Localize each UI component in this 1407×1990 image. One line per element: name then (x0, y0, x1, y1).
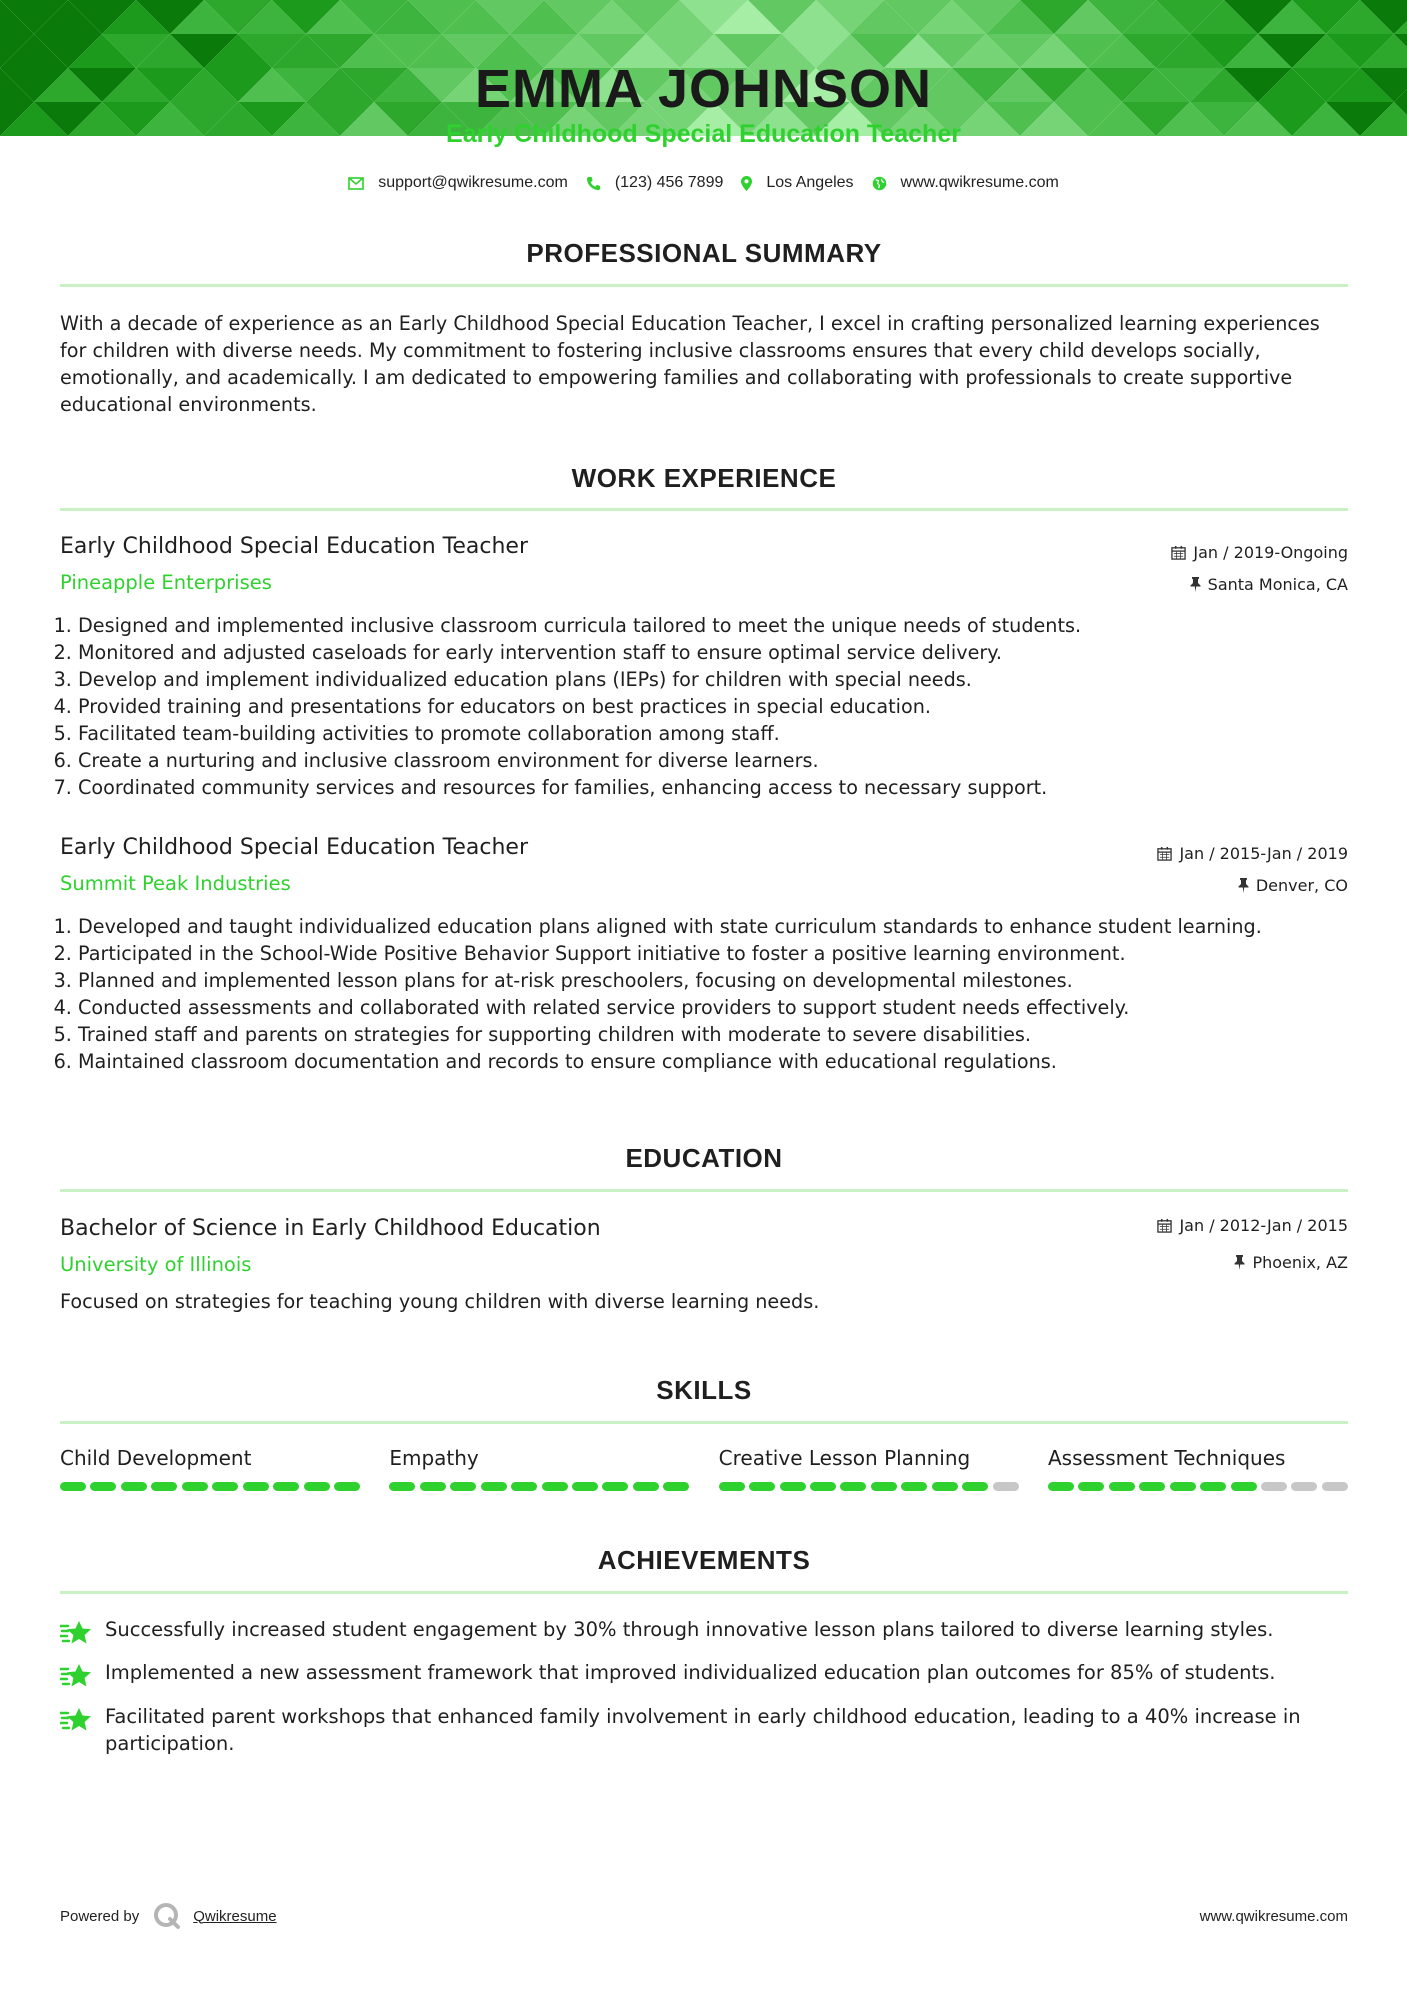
achievement-text: Implemented a new assessment framework that improved individualized education plan outcomes for 85% of students. (105, 1661, 1276, 1684)
contact-bar (0, 174, 1407, 192)
skill-level-segment (121, 1482, 147, 1491)
calendar-icon (1171, 545, 1186, 560)
skill-level-segment (780, 1482, 806, 1491)
pushpin-icon (1238, 878, 1249, 893)
section-divider (60, 508, 1348, 511)
phone-text: (123) 456 7899 (614, 174, 724, 191)
skill-level-segment (212, 1482, 238, 1491)
list-item: 2. Participated in the School-Wide Positive Behavior Support initiative to foster a positive learning environment. (78, 940, 1368, 967)
job-location (1238, 876, 1348, 895)
education-location (1234, 1253, 1348, 1272)
brand-link[interactable]: Qwikresume (193, 1907, 277, 1925)
achievement-item (60, 1616, 1350, 1653)
skill-level-segment (511, 1482, 537, 1491)
dates-text: Jan / 2015-Jan / 2019 (1179, 844, 1348, 863)
footer-website[interactable]: www.qwikresume.com (1199, 1907, 1348, 1925)
skill-level-segment (1200, 1482, 1226, 1491)
skill-level-segment (481, 1482, 507, 1491)
skill-level-segment (151, 1482, 177, 1491)
skills-list (60, 1446, 1348, 1491)
list-item: 1. Designed and implemented inclusive classroom curricula tailored to meet the unique needs of students. (78, 612, 1368, 639)
education-dates (1157, 1216, 1348, 1235)
skill-level-segment (602, 1482, 628, 1491)
contact-location (741, 174, 853, 192)
list-item: 5. Facilitated team-building activities to promote collaboration among staff. (78, 720, 1368, 747)
skill-level-segment (243, 1482, 269, 1491)
skill-level-segment (1109, 1482, 1135, 1491)
skill-item (719, 1446, 1019, 1491)
skill-level-segment (572, 1482, 598, 1491)
skill-level-segment (1291, 1482, 1317, 1491)
job-bullets (52, 913, 1368, 1075)
contact-website[interactable] (872, 174, 1059, 192)
achievement-text: Successfully increased student engagement by 30% through innovative lesson plans tailored to diverse learning styles. (105, 1618, 1274, 1641)
skill-level-segment (810, 1482, 836, 1491)
section-title-summary: PROFESSIONAL SUMMARY (526, 238, 882, 268)
pushpin-icon (1190, 577, 1201, 592)
location-text: Denver, CO (1255, 876, 1348, 895)
skill-level-segment (450, 1482, 476, 1491)
list-item: 6. Maintained classroom documentation and records to ensure compliance with educational regulations. (78, 1048, 1368, 1075)
location-text: Santa Monica, CA (1207, 575, 1348, 594)
skill-name: Creative Lesson Planning (718, 1446, 971, 1470)
school-name: University of Illinois (60, 1253, 252, 1276)
section-divider (60, 284, 1348, 287)
skill-name: Child Development (60, 1446, 252, 1470)
job-title: Early Childhood Special Education Teacher (60, 534, 528, 559)
list-item: 3. Develop and implement individualized education plans (IEPs) for children with special needs. (78, 666, 1368, 693)
skill-level-segment (1261, 1482, 1287, 1491)
skill-level-bar (60, 1482, 360, 1491)
skill-level-segment (1231, 1482, 1257, 1491)
contact-phone[interactable] (586, 174, 724, 192)
section-title-experience: WORK EXPERIENCE (571, 463, 837, 493)
skill-level-segment (932, 1482, 958, 1491)
skill-level-segment (334, 1482, 360, 1491)
skill-name: Empathy (389, 1446, 479, 1470)
skill-level-segment (871, 1482, 897, 1491)
section-title-achievements: ACHIEVEMENTS (597, 1545, 811, 1575)
star-icon (60, 1620, 92, 1646)
education-description: Focused on strategies for teaching young children with diverse learning needs. (60, 1290, 820, 1313)
location-text: Phoenix, AZ (1252, 1253, 1348, 1272)
skill-level-segment (840, 1482, 866, 1491)
skill-level-segment (749, 1482, 775, 1491)
section-divider (60, 1591, 1348, 1594)
skill-level-segment (1170, 1482, 1196, 1491)
company-name: Pineapple Enterprises (60, 571, 272, 594)
location-text: Los Angeles (766, 174, 854, 191)
skill-item (389, 1446, 689, 1491)
website-text: www.qwikresume.com (900, 174, 1059, 191)
skill-level-segment (1048, 1482, 1074, 1491)
dates-text: Jan / 2012-Jan / 2015 (1179, 1216, 1348, 1235)
list-item: 2. Monitored and adjusted caseloads for early intervention staff to ensure optimal service delivery. (78, 639, 1368, 666)
star-icon (60, 1663, 92, 1689)
section-divider (60, 1189, 1348, 1192)
skill-level-segment (90, 1482, 116, 1491)
list-item: 6. Create a nurturing and inclusive classroom environment for diverse learners. (78, 747, 1368, 774)
job-dates (1171, 543, 1348, 562)
skill-level-segment (993, 1482, 1019, 1491)
skill-level-segment (542, 1482, 568, 1491)
skill-level-bar (719, 1482, 1019, 1491)
envelope-icon (348, 177, 364, 190)
calendar-icon (1157, 846, 1172, 861)
degree-title: Bachelor of Science in Early Childhood Education (60, 1216, 601, 1241)
skill-level-segment (273, 1482, 299, 1491)
pushpin-icon (1234, 1255, 1245, 1270)
job-location (1190, 575, 1348, 594)
list-item: 7. Coordinated community services and resources for families, enhancing access to necessary support. (78, 774, 1368, 801)
qwikresume-logo-icon (153, 1902, 181, 1930)
calendar-icon (1157, 1218, 1172, 1233)
skill-level-segment (719, 1482, 745, 1491)
list-item: 4. Provided training and presentations for educators on best practices in special education. (78, 693, 1368, 720)
skill-level-segment (60, 1482, 86, 1491)
section-title-education: EDUCATION (625, 1143, 783, 1173)
skill-level-segment (1322, 1482, 1348, 1491)
email-text: support@qwikresume.com (378, 174, 568, 191)
list-item: 4. Conducted assessments and collaborated with related service providers to support student needs effectively. (78, 994, 1368, 1021)
phone-icon (586, 176, 601, 191)
map-marker-icon (741, 176, 752, 191)
job-title: Early Childhood Special Education Teacher (60, 835, 528, 860)
skill-level-segment (962, 1482, 988, 1491)
skill-item (60, 1446, 360, 1491)
job-dates (1157, 844, 1348, 863)
section-divider (60, 1421, 1348, 1424)
skill-level-segment (901, 1482, 927, 1491)
company-name: Summit Peak Industries (60, 872, 291, 895)
list-item: 5. Trained staff and parents on strategies for supporting children with moderate to severe disabilities. (78, 1021, 1368, 1048)
skill-level-bar (1048, 1482, 1348, 1491)
achievement-text: Facilitated parent workshops that enhanced family involvement in early childhood education, leading to a 40% increase in participation. (105, 1705, 1301, 1755)
skill-level-segment (633, 1482, 659, 1491)
footer (60, 1902, 1348, 1930)
skill-level-segment (663, 1482, 689, 1491)
powered-by-label: Powered by (60, 1907, 140, 1925)
summary-text: With a decade of experience as an Early Childhood Special Education Teacher, I excel in crafting personalized learning experiences for children with diverse needs. My commitment to fostering inclusive classrooms ensures that every child develops socially, emotionally, and academically. I am dedicated to empowering families and collaborating with professionals to create supportive educational environments. (60, 312, 1320, 416)
skill-level-segment (389, 1482, 415, 1491)
skill-level-segment (304, 1482, 330, 1491)
job-bullets (52, 612, 1368, 801)
skill-item (1048, 1446, 1348, 1491)
skill-level-segment (1078, 1482, 1104, 1491)
skill-level-bar (389, 1482, 689, 1491)
star-icon (60, 1707, 92, 1733)
contact-email[interactable] (348, 174, 568, 192)
skill-level-segment (420, 1482, 446, 1491)
skill-name: Assessment Techniques (1047, 1446, 1286, 1470)
job-title-headline: Early Childhood Special Education Teacher (446, 120, 961, 148)
list-item: 3. Planned and implemented lesson plans for at-risk preschoolers, focusing on developmental milestones. (78, 967, 1368, 994)
globe-icon (872, 176, 887, 191)
dates-text: Jan / 2019-Ongoing (1193, 543, 1348, 562)
candidate-name: EMMA JOHNSON (474, 59, 933, 119)
achievement-item (60, 1659, 1350, 1696)
section-title-skills: SKILLS (656, 1375, 752, 1405)
list-item: 1. Developed and taught individualized education plans aligned with state curriculum standards to enhance student learning. (78, 913, 1368, 940)
skill-level-segment (1139, 1482, 1165, 1491)
skill-level-segment (182, 1482, 208, 1491)
achievement-item (60, 1703, 1350, 1757)
